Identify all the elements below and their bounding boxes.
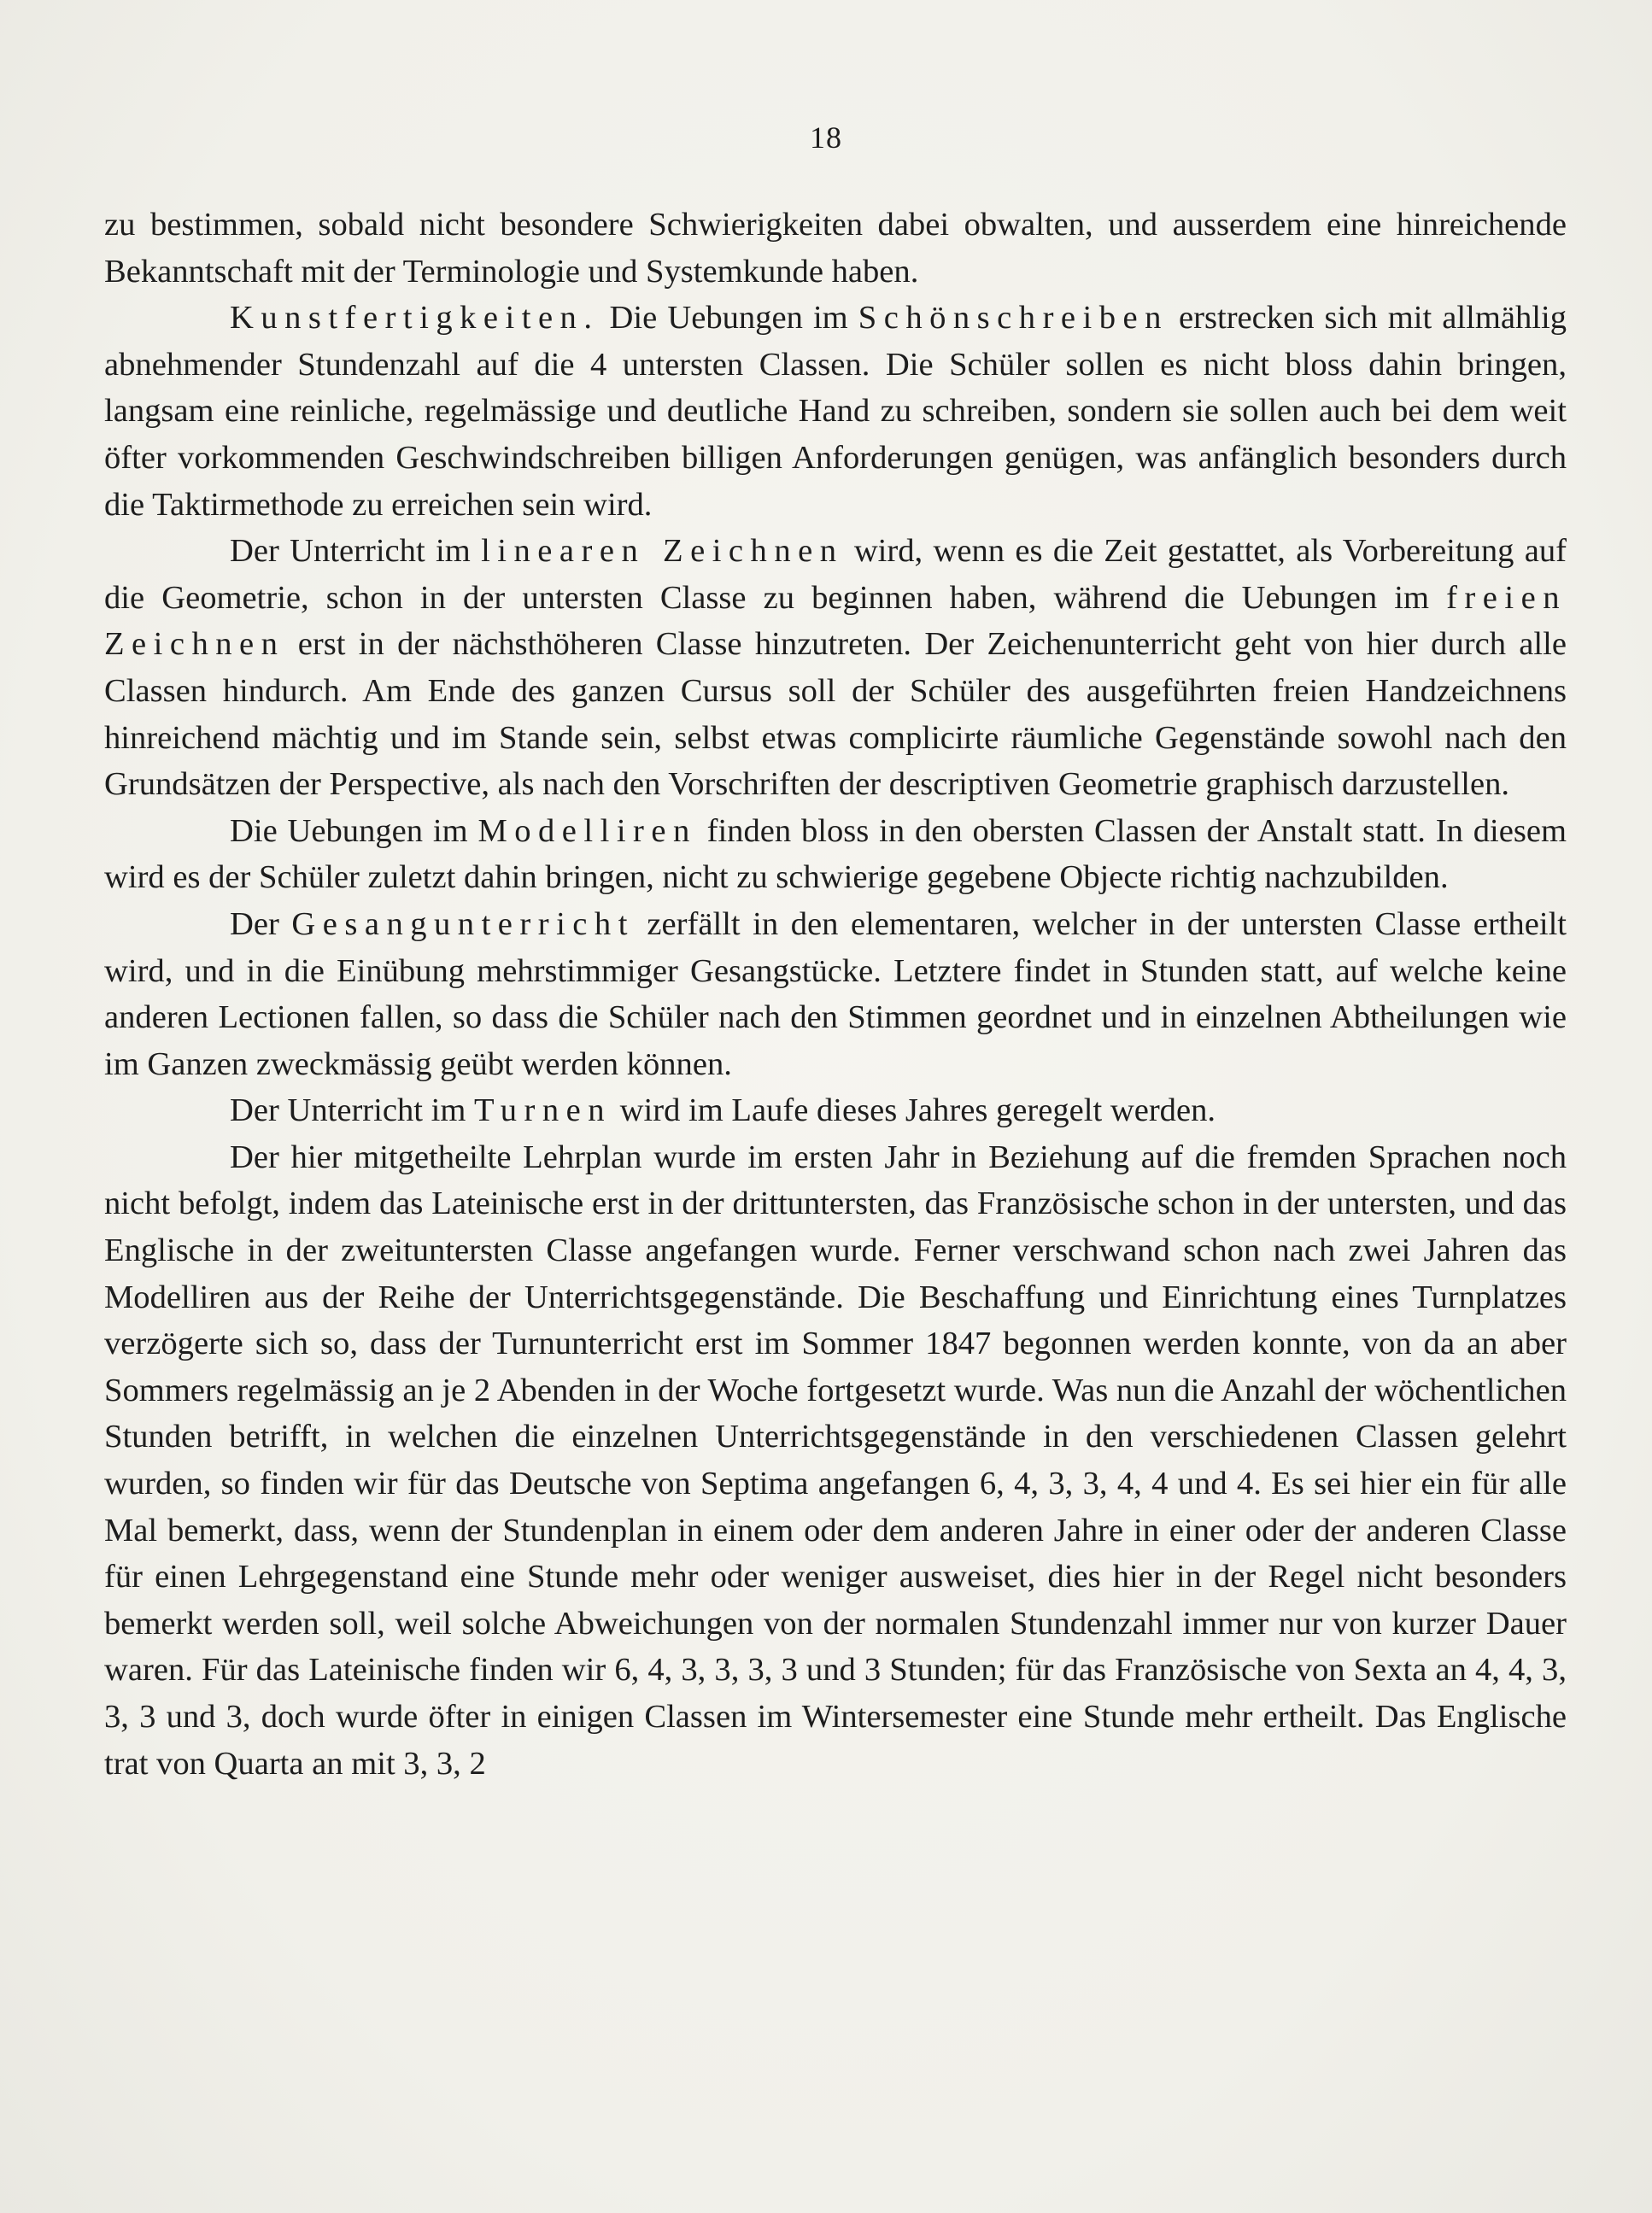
text-run: Der — [230, 905, 292, 942]
spaced-emphasis-text: freien Zeichnen — [104, 579, 1567, 663]
spaced-emphasis-text: Modelliren — [477, 812, 697, 849]
spaced-emphasis-text: Turnen — [474, 1092, 612, 1129]
text-run: wird im Laufe dieses Jahres geregelt werden. — [612, 1092, 1216, 1129]
paragraph — [104, 1134, 1567, 1787]
text-run: Der Unterricht im — [230, 533, 482, 570]
text-run: zu bestimmen, sobald nicht besondere Schwierigkeiten dabei obwalten, und ausserdem eine hinreichende Bekanntschaft mit der Terminologie und Systemkunde haben. — [104, 207, 1567, 290]
text-run: wird, wenn es die Zeit gestattet, als Vorbereitung auf die Geometrie, schon in der untersten Classe zu beginnen haben, während die Uebungen im — [104, 533, 1567, 616]
spaced-emphasis-text: Kunstfertigkeiten. — [230, 300, 600, 337]
paragraph — [104, 1087, 1567, 1134]
text-run: finden bloss in den obersten Classen der Anstalt statt. In diesem wird es der Schüler zuletzt dahin bringen, nicht zu schwierige gegebene Objecte richtig nachzubilden. — [104, 812, 1567, 896]
spaced-emphasis-text: linearen Zeichnen — [481, 533, 844, 570]
text-run: Die Uebungen im — [230, 812, 478, 849]
paragraph — [104, 202, 1567, 295]
page-number: 18 — [810, 120, 842, 155]
paragraph — [104, 295, 1567, 528]
spaced-emphasis-text: Gesangunterricht — [291, 905, 635, 942]
paragraph — [104, 528, 1567, 808]
text-run: zerfällt in den elementaren, welcher in der untersten Classe ertheilt wird, und in die Einübung mehrstimmiger Gesangstücke. Letztere findet in Stunden statt, auf welche keine anderen Lectionen fallen, so dass die Schüler nach den Stimmen geordnet und in einzelnen Abtheilungen wie im Ganzen zweckmässig geübt werden können. — [104, 905, 1567, 1082]
paragraph — [104, 901, 1567, 1087]
paragraph — [104, 808, 1567, 901]
spaced-emphasis-text: Schönschreiben — [858, 300, 1169, 337]
text-run: Der Unterricht im — [230, 1092, 475, 1129]
text-run: erst in der nächsthöheren Classe hinzutreten. Der Zeichenunterricht geht von hier durch alle Classen hindurch. Am Ende des ganzen Cursus soll der Schüler des ausgeführten freien Handzeichnens hinreichend mächtig und im Stande sein, selbst etwas complicirte räumliche Gegenstände sowohl nach den Grundsätzen der Perspective, als nach den Vorschriften der descriptiven Geometrie graphisch darzustellen. — [104, 626, 1567, 803]
text-run: erstrecken sich mit allmählig abnehmender Stundenzahl auf die 4 untersten Classen. Die Schüler sollen es nicht bloss dahin bringen, langsam eine reinliche, regelmässige und deutliche Hand zu schreiben, sondern sie sollen auch bei dem weit öfter vorkommenden Geschwindschreiben billigen Anforderungen genügen, was anfänglich besonders durch die Taktirmethode zu erreichen sein wird. — [104, 300, 1567, 523]
body-text — [104, 202, 1567, 1787]
text-run: Der hier mitgetheilte Lehrplan wurde im ersten Jahr in Beziehung auf die fremden Sprachen noch nicht befolgt, indem das Lateinische erst in der drittuntersten, das Französische schon in der untersten, und das Englische in der zweituntersten Classe angefangen wurde. Ferner verschwand schon nach zwei Jahren das Modelliren aus der Reihe der Unterrichtsgegenstände. Die Beschaffung und Einrichtung eines Turnplatzes verzögerte sich so, dass der Turnunterricht erst im Sommer 1847 begonnen werden konnte, von da an aber Sommers regelmässig an je 2 Abenden in der Woche fortgesetzt wurde. Was nun die Anzahl der wöchentlichen Stunden betrifft, in welchen die einzelnen Unterrichtsgegenstände in den verschiedenen Classen gelehrt wurden, so finden wir für das Deutsche von Septima angefangen 6, 4, 3, 3, 4, 4 und 4. Es sei hier ein für alle Mal bemerkt, dass, wenn der Stundenplan in einem oder dem anderen Jahre in einer oder der anderen Classe für einen Lehrgegenstand eine Stunde mehr oder weniger ausweiset, dies hier in der Regel nicht besonders bemerkt werden soll, weil solche Abweichungen von der normalen Stundenzahl immer nur von kurzer Dauer waren. Für das Lateinische finden wir 6, 4, 3, 3, 3, 3 und 3 Stunden; für das Französische von Sexta an 4, 4, 3, 3, 3 und 3, doch wurde öfter in einigen Classen im Wintersemester eine Stunde mehr ertheilt. Das Englische trat von Quarta an mit 3, 3, 2 — [104, 1139, 1567, 1782]
text-run: Die Uebungen im — [599, 300, 858, 337]
